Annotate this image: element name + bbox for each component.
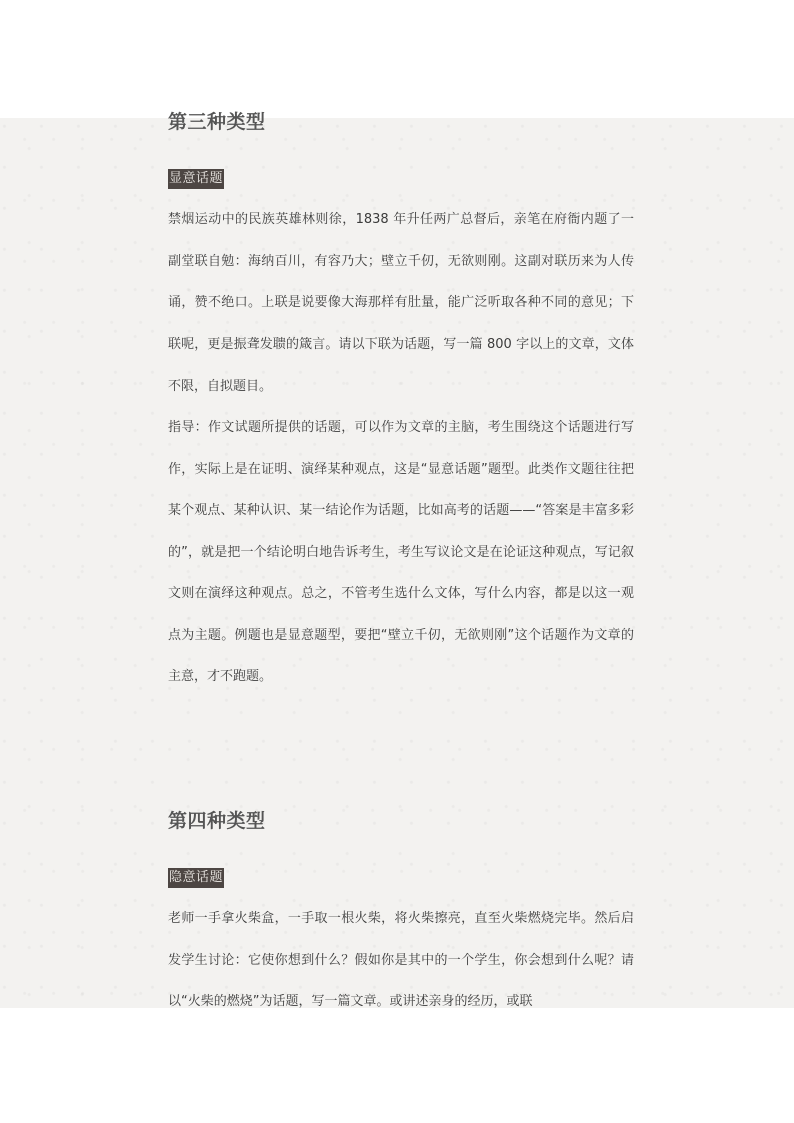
section-3-paragraph-2: 指导：作文试题所提供的话题，可以作为文章的主脑，考生围绕这个话题进行写作，实际上是在证明、演绎某种观点，这是“显意话题”题型。此类作文题往往把某个观点、某种认识、某一结论作为话题，比如高考的话题——“答案是丰富多彩的”，就是把一个结论明白地告诉考生，考生写议论文是在论证这种观点，写记叙文则在演绎这种观点。总之，不管考生选什么文体，写什么内容，都是以这一观点为主题。例题也是显意题型，要把“壁立千仞，无欲则刚”这个话题作为文章的主意，才不跑题。 [168, 420, 634, 684]
section-3-paragraph-1: 禁烟运动中的民族英雄林则徐，1838 年升任两广总督后，亲笔在府衙内题了一副堂联自勉：海纳百川，有容乃大；壁立千仞，无欲则刚。这副对联历来为人传诵，赞不绝口。上联是说要像大海那样有肚量，能广泛听取各种不同的意见；下联呢，更是振聋发聩的箴言。请以下联为话题，写一篇 800 字以上的文章，文体不限，自拟题目。 [168, 212, 634, 394]
section-3-heading: 第三种类型 [168, 111, 266, 133]
section-4-paragraph-1: 老师一手拿火柴盒，一手取一根火柴，将火柴擦亮，直至火柴燃烧完毕。然后启发学生讨论：它使你想到什么？假如你是其中的一个学生，你会想到什么呢？请以“火柴的燃烧”为话题，写一篇文章。或讲述亲身的经历，或联 [168, 911, 634, 1010]
section-4-heading: 第四种类型 [168, 810, 266, 832]
section-3-tag: 显意话题 [168, 169, 224, 189]
section-4-tag: 隐意话题 [168, 868, 224, 888]
